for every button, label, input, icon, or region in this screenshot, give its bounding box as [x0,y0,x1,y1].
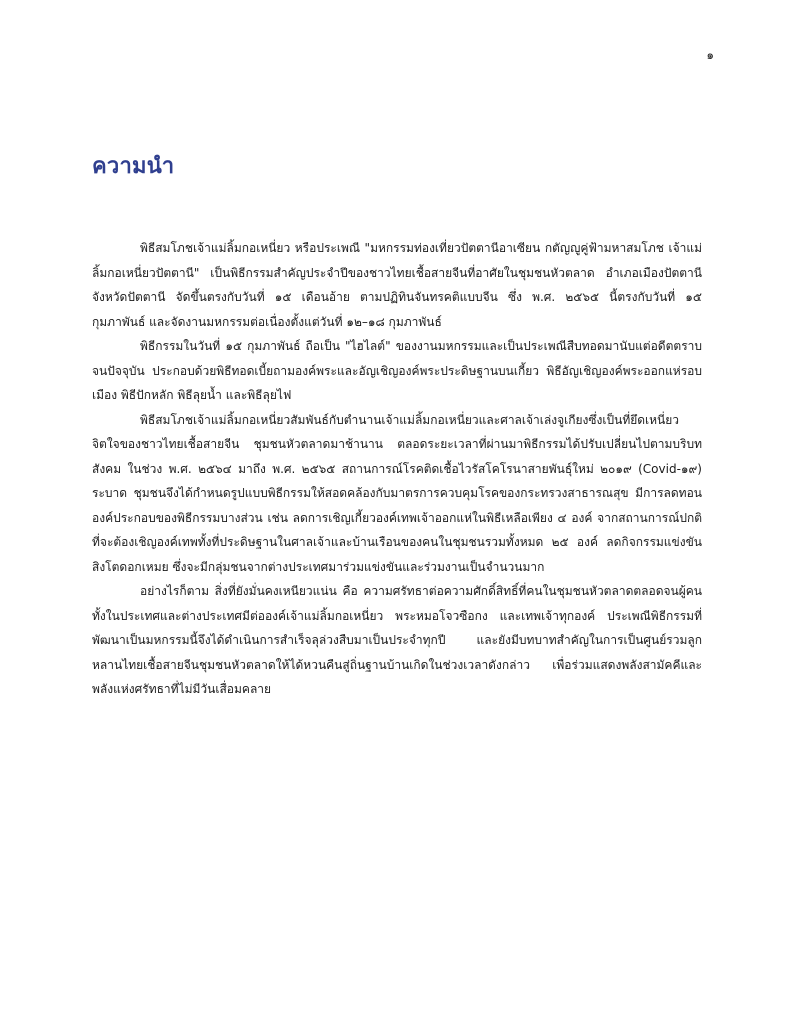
body-text [92,236,702,702]
page-title: ความนำ [92,154,175,179]
paragraph-4: อย่างไรก็ตาม สิ่งที่ยังมั่นคงเหนียวแน่น คือ ความศรัทธาต่อความศักดิ์สิทธิ์ที่คนในชุมชนหัวตลาดตลอดจนผู้คนทั้งในประเทศและต่างประเทศมีต่อองค์เจ้าแม่ลิ้มกอเหนี่ยว พระหมอโจวซือกง และเทพเจ้าทุกองค์ ประเพณีพิธีกรรมที่พัฒนาเป็นมหกรรมนี้จึงได้ดำเนินการสำเร็จลุล่วงสืบมาเป็นประจำทุกปี และยังมีบทบาทสำคัญในการเป็นศูนย์รวมลูกหลานไทยเชื้อสายจีนชุมชนหัวตลาดให้ได้หวนคืนสู่ถิ่นฐานบ้านเกิดในช่วงเวลาดังกล่าว เพื่อร่วมแสดงพลังสามัคคีและพลังแห่งศรัทธาที่ไม่มีวันเสื่อมคลาย [92,584,702,696]
paragraph-1: พิธีสมโภชเจ้าแม่ลิ้มกอเหนี่ยว หรือประเพณี "มหกรรมท่องเที่ยวปัตตานีอาเซียน กตัญญูคู่ฟ้ามหาสมโภช เจ้าแม่ลิ้มกอเหนี่ยวปัตตานี" เป็นพิธีกรรมสำคัญประจำปีของชาวไทยเชื้อสายจีนที่อาศัยในชุมชนหัวตลาด อำเภอเมืองปัตตานี จังหวัดปัตตานี จัดขึ้นตรงกับวันที่ ๑๕ เดือนอ้าย ตามปฏิทินจันทรคติแบบจีน ซึ่ง พ.ศ. ๒๕๖๕ นี้ตรงกับวันที่ ๑๕ กุมภาพันธ์ และจัดงานมหกรรมต่อเนื่องตั้งแต่วันที่ ๑๒–๑๘ กุมภาพันธ์ [92,241,702,329]
paragraph-3: พิธีสมโภชเจ้าแม่ลิ้มกอเหนี่ยวสัมพันธ์กับตำนานเจ้าแม่ลิ้มกอเหนี่ยวและศาลเจ้าเล่งจูเกียงซึ่งเป็นที่ยึดเหนี่ยวจิตใจของชาวไทยเชื้อสายจีน ชุมชนหัวตลาดมาช้านาน ตลอดระยะเวลาที่ผ่านมาพิธีกรรมได้ปรับเปลี่ยนไปตามบริบทสังคม ในช่วง พ.ศ. ๒๕๖๔ มาถึง พ.ศ. ๒๕๖๕ สถานการณ์โรคติดเชื้อไวรัสโคโรนาสายพันธุ์ใหม่ ๒๐๑๙ (Covid-๑๙) ระบาด ชุมชนจึงได้กำหนดรูปแบบพิธีกรรมให้สอดคล้องกับมาตรการควบคุมโรคของกระทรวงสาธารณสุข มีการลดทอนองค์ประกอบของพิธีกรรมบางส่วน เช่น ลดการเชิญเกี้ยวองค์เทพเจ้าออกแห่ในพิธีเหลือเพียง ๔ องค์ จากสถานการณ์ปกติที่จะต้องเชิญองค์เทพทั้งที่ประดิษฐานในศาลเจ้าและบ้านเรือนของคนในชุมชนรวมทั้งหมด ๒๕ องค์ ลดกิจกรรมแข่งขันสิงโตดอกเหมย ซึ่งจะมีกลุ่มชนจากต่างประเทศมาร่วมแข่งขันและร่วมงานเป็นจำนวนมาก [92,412,702,574]
page-number: ๑ [706,48,714,62]
paragraph-2: พิธีกรรมในวันที่ ๑๕ กุมภาพันธ์ ถือเป็น "ไฮไลต์" ของงานมหกรรมและเป็นประเพณีสืบทอดมานับแต่อดีตตราบจนปัจจุบัน ประกอบด้วยพิธีทอดเบี้ยถามองค์พระและอัญเชิญองค์พระประดิษฐานบนเกี้ยว พิธีอัญเชิญองค์พระออกแห่รอบเมือง พิธีปักหลัก พิธีลุยน้ำ และพิธีลุยไฟ [92,339,702,402]
